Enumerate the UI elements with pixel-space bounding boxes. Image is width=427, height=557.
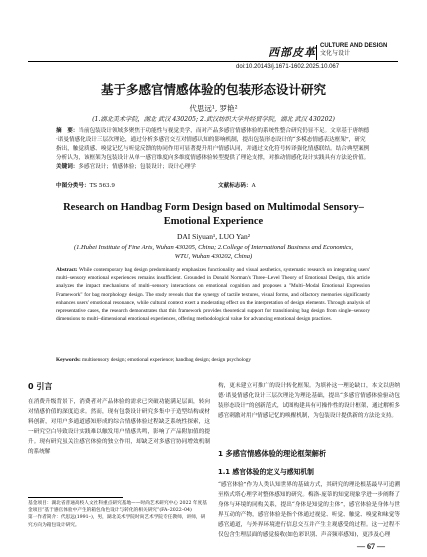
abstract-en-label: Abstract: xyxy=(56,267,78,273)
footnote-rule xyxy=(28,497,123,498)
intro-paragraph-continued xyxy=(218,381,400,443)
title-en-line-1: Research on Handbag Form Design based on Multimodal Sensory– xyxy=(63,202,364,213)
footnote-funding: 基金项目：湖北省普通高校人文社科重点研究基地——时尚艺术研究中心 2022 年度基金项目“基于感官体验中产生的箱包角色设计与转化的相关研究”(FA–2022–04) xyxy=(28,501,207,514)
article-title-cn: 基于多感官情感体验的包装形态设计研究 xyxy=(100,82,326,97)
keywords-en: multisensory design; emotional experience; handbag design; design psychology xyxy=(82,357,252,363)
intro-heading: 0 引言 xyxy=(28,382,53,391)
doc-code-label: 文献标志码： xyxy=(218,183,252,189)
clc-number xyxy=(56,181,115,189)
intro-paragraph: 在消费升级背景下，消费者对产品体验的需求已突破功能满足层面，转向对情感价值的深度追求。然而，现有包袋设计研究多集中于造型结构或材料创新，对用户多通道感知形成的综合情感体验过程缺乏系统性探索，这一研究空白导致设计实践难以触发用户情感共鸣，影响了产品附加值的提升。现有研究虽关注感官体验的独立作用，却缺乏对多感官协同增效机制的系统解 xyxy=(28,399,210,455)
title-en-line-2: Emotional Experience xyxy=(163,216,264,227)
document-code xyxy=(218,181,256,189)
section-1-1-paragraph: “感官体验”作为人类认知世界的基础方式，其研究的理论根基最早可追溯至格式塔心理学对整体感知的研究。梅洛-庞蒂的知觉现象学进一步阐释了身体与环境的同构关系，提出“身体是知觉的主体”，感官体验是身体与世界互动的产物，感官体验是指个体通过视觉、听觉、触觉、嗅觉和味觉等感官通道，与外界环境进行信息交互并产生主观感受的过程。这一过程不仅包含生理层面的感觉接收(如色彩识别、声音频率感知)，更涉及心理 xyxy=(218,482,400,538)
footnote-author: 第一作者简介：代思远(1991–)，男，湖北美术学院时尚艺术学院专任教师，讲师，研究方向为箱包设计研究。 xyxy=(28,515,206,528)
header-rule xyxy=(28,61,398,62)
affiliation-en xyxy=(0,243,427,261)
affil-en-line-2: WTU, Wuhan 430202, China) xyxy=(174,253,253,260)
keywords-en-block xyxy=(56,356,370,364)
abstract-en xyxy=(56,266,370,323)
abstract-cn-label: 摘 要： xyxy=(56,128,79,134)
keywords-cn-label: 关键词： xyxy=(56,164,79,170)
abstract-cn xyxy=(56,127,370,172)
affiliation-cn: (1.湖北美术学院，湖北 武汉 430205; 2.武汉纺织大学外经贸学院，湖北 武汉 430202) xyxy=(92,116,335,123)
authors-cn: 代思远¹, 罗艳² xyxy=(189,104,238,113)
page-number: — 67 — xyxy=(357,542,385,551)
authors-en: DAI Siyuan¹, LUO Yan² xyxy=(176,232,251,241)
doc-code-value: A xyxy=(251,183,256,189)
section-1-heading: 1 多感官情感体验的理论框架解析 xyxy=(218,449,327,458)
section-1-1-heading: 1.1 感官体验的定义与感知机制 xyxy=(218,468,314,476)
affil-en-line-1: (1.Hubei Institute of Fine Arts, Wuhan 430205, China; 2.College of International Business and Economics, xyxy=(74,244,353,251)
journal-logo: 西部皮革 xyxy=(268,46,316,59)
footnotes xyxy=(28,500,208,529)
keywords-en-label: Keywords: xyxy=(56,357,81,363)
intro-continuation-text: 构，更未建立可推广的设计转化框架。为填补这一理论缺口，本文以唐纳德·诺曼情感化设计三层次理论为理论基础，提出“多感官情感体验驱动包装形态设计”的创新范式，试图构建具有可操作性的设计框架，通过解析多感官刺激对用户情感记忆的唤醒机制，为包装设计提供新的方法论支持。 xyxy=(218,383,400,419)
doi[interactable]: doi:10.20143/j.1671-1602.2025.10.067 xyxy=(236,64,340,70)
column-title-en: CULTURE AND DESIGN xyxy=(320,43,388,49)
clc-value: TS 563.9 xyxy=(89,183,115,189)
abstract-en-text: While contemporary bag design predominantly emphasizes functionality and visual aesthetics, systematic research on integrating users' multi–sensory emotional experiences remains insufficient. Grounded in Donald Norman's Three–Level Theory of Emotional Design, this article analyzes the impact mechanisms of multi–sensory interactions on emotional cognition and proposes a "Multi–Modal Emotional Expression Framework" for bag morphology design. The study reveals that the synergy of tactile textures, visual forms, and olfactory memories significantly enhances users' emotional resonance, while cultural context exert a moderating effect on the interpretation of design elements. Through analysis of representative cases, the research demonstrates that this framework provides theoretical support for transitioning bag design from single–sensory dimensions to multi–dimensional emotional experiences, offering methodological value for advancing emotional design practices. xyxy=(56,267,370,323)
abstract-cn-text: 当前包装设计领域多聚焦于功能性与视觉美学，而对产品多感官情感体验的系统性整合研究仍显不足。文章基于唐纳德·诺曼情感化设计三层次理论，通过分析多感官交互对情感认知的影响机制，提出包装形态设计的“多模态情感表达框架”，研究指出，触觉质感、嗅觉记忆与听觉反馈的协同作用可显著提升用户情感认同，并通过文化符号转译强化情感联结。结合典型案例分析认为，该框架为包装设计从单一感官维度向多维度情感体验转型提供了理论支撑，对推动情感化设计实践具有方法论价值。 xyxy=(56,128,370,161)
column-title-cn: 文化与设计 xyxy=(320,51,351,57)
clc-label: 中图分类号： xyxy=(56,183,90,189)
keywords-cn: 多感官设计；情感体验；包装设计；设计心理学 xyxy=(78,164,196,170)
header-divider xyxy=(316,45,317,60)
article-title-en xyxy=(0,201,427,229)
